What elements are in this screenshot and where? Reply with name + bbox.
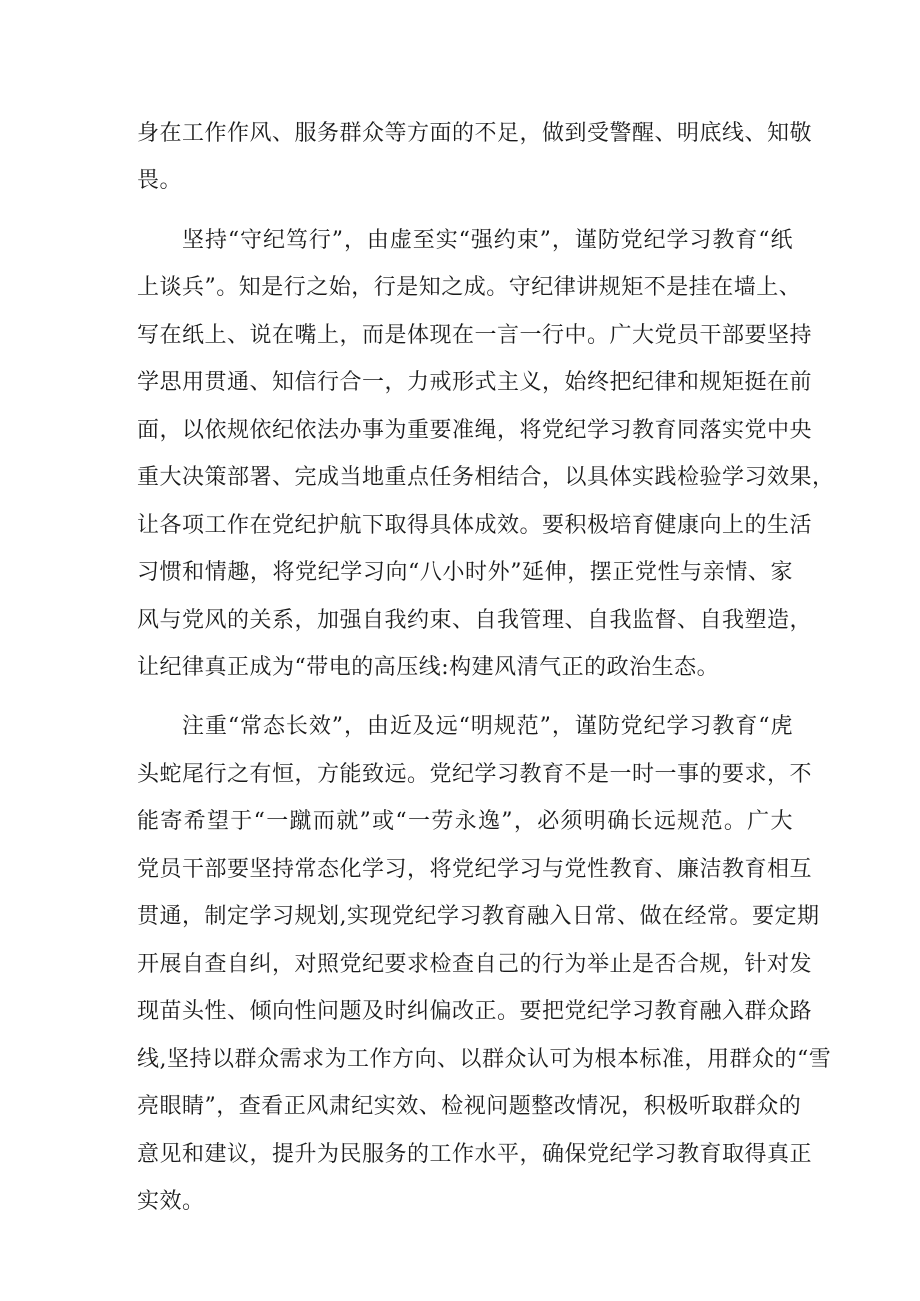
- paragraph-2-line-10: 让纪律真正成为“带电的高压线:构建风清气正的政治生态。: [137, 655, 720, 680]
- paragraph-3-line-2: 头蛇尾行之有恒，方能致远。党纪学习教育不是一时一事的要求，不: [137, 762, 813, 787]
- paragraph-3-line-5: 贯通，制定学习规划,实现党纪学习教育融入日常、做在经常。要定期: [137, 904, 820, 929]
- paragraph-2-line-5: 面，以依规依纪依法办事为重要准绳，将党纪学习教育同落实党中央: [137, 418, 813, 443]
- paragraph-2-line-7: 让各项工作在党纪护航下取得具体成效。要积极培育健康向上的生活: [137, 513, 813, 538]
- paragraph-2-line-3: 写在纸上、说在嘴上，而是体现在一言一行中。广大党员干部要坚持: [137, 323, 813, 348]
- paragraph-3-line-9: 亮眼睛”，查看正风肃纪实效、检视问题整改情况，积极听取群众的: [137, 1094, 802, 1119]
- paragraph-3-line-7: 现苗头性、倾向性问题及时纠偏改正。要把党纪学习教育融入群众路: [137, 999, 813, 1024]
- paragraph-3-line-6: 开展自查自纠，对照党纪要求检查自己的行为举止是否合规，针对发: [137, 952, 813, 977]
- paragraph-3-line-3: 能寄希望于“一蹴而就”或“一劳永逸”，必须明确长远规范。广大: [137, 809, 793, 834]
- paragraph-3-line-1: 注重“常态长效”，由近及远“明规范”，谨防党纪学习教育“虎: [182, 714, 793, 739]
- paragraph-2-line-1: 坚持“守纪笃行”，由虚至实“强约束”，谨防党纪学习教育“纸: [182, 228, 793, 253]
- paragraph-2-line-2: 上谈兵”。知是行之始，行是知之成。守纪律讲规矩不是挂在墙上、: [137, 275, 802, 300]
- paragraph-3-line-4: 党员干部要坚持常态化学习，将党纪学习与党性教育、廉洁教育相互: [137, 857, 813, 882]
- paragraph-3-line-10: 意见和建议，提升为民服务的工作水平，确保党纪学习教育取得真正: [137, 1142, 813, 1167]
- paragraph-2-line-4: 学思用贯通、知信行合一，力戒形式主义，始终把纪律和规矩挺在前: [137, 370, 813, 395]
- paragraph-2-line-8: 习惯和情趣，将党纪学习向“八小时外”延伸，摆正党性与亲情、家: [137, 560, 793, 585]
- paragraph-3-line-8: 线,坚持以群众需求为工作方向、以群众认可为根本标准，用群众的“雪: [137, 1047, 832, 1072]
- paragraph-2-line-6: 重大决策部署、完成当地重点任务相结合，以具体实践检验学习效果，: [137, 465, 835, 490]
- paragraph-1-line-1: 身在工作作风、服务群众等方面的不足，做到受警醒、明底线、知敬: [137, 121, 813, 146]
- paragraph-2-line-9: 风与党风的关系，加强自我约束、自我管理、自我监督、自我塑造，: [137, 608, 813, 633]
- paragraph-1-line-2: 畏。: [137, 168, 183, 193]
- paragraph-3-line-11: 实效。: [137, 1189, 205, 1214]
